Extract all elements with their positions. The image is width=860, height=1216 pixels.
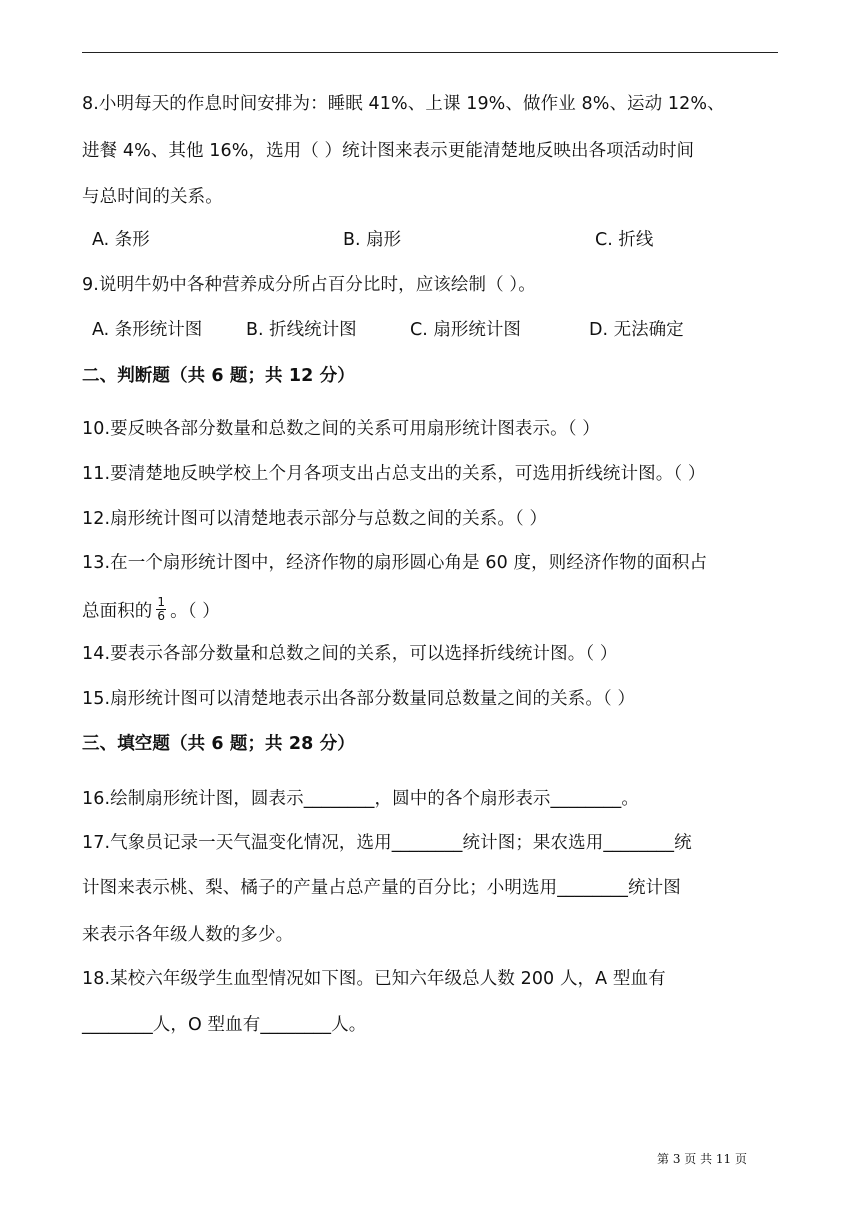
q10-text: 10.要反映各部分数量和总数之间的关系可用扇形统计图表示。（ ）: [82, 419, 600, 439]
q13-line-2: [82, 595, 220, 625]
q8-line-2: 进餐 4%、其他 16%，选用（ ）统计图来表示更能清楚地反映出各项活动时间: [82, 141, 695, 161]
section-3-heading: 三、填空题（共 6 题；共 28 分）: [82, 734, 355, 754]
q8-line-1: 8.小明每天的作息时间安排为：睡眠 41%、上课 19%、做作业 8%、运动 12%、: [82, 94, 725, 114]
fraction: [156, 596, 166, 623]
q14-text: 14.要表示各部分数量和总数之间的关系，可以选择折线统计图。（ ）: [82, 644, 618, 664]
q15-text: 15.扇形统计图可以清楚地表示出各部分数量同总数量之间的关系。（ ）: [82, 689, 636, 709]
q9-option-d: D. 无法确定: [589, 320, 684, 340]
q8-line-3: 与总时间的关系。: [82, 187, 223, 207]
header-rule: [82, 52, 778, 53]
q16-text: 16.绘制扇形统计图，圆表示________，圆中的各个扇形表示________。: [82, 789, 639, 809]
q9-option-b: B. 折线统计图: [246, 320, 357, 340]
q18-line-2: ________人，O 型血有________人。: [82, 1015, 367, 1035]
q13-line-2-post: 。（ ）: [170, 601, 220, 622]
q8-option-a: A. 条形: [92, 230, 150, 250]
q9-text: 9.说明牛奶中各种营养成分所占百分比时，应该绘制（ ）。: [82, 275, 536, 295]
section-2-heading: 二、判断题（共 6 题；共 12 分）: [82, 366, 355, 386]
q8-option-c: C. 折线: [595, 230, 654, 250]
q12-text: 12.扇形统计图可以清楚地表示部分与总数之间的关系。（ ）: [82, 509, 548, 529]
q17-line-2: 计图来表示桃、梨、橘子的产量占总产量的百分比；小明选用________统计图: [82, 878, 681, 898]
q9-option-c: C. 扇形统计图: [410, 320, 521, 340]
q11-text: 11.要清楚地反映学校上个月各项支出占总支出的关系，可选用折线统计图。（ ）: [82, 464, 706, 484]
q13-line-1: 13.在一个扇形统计图中，经济作物的扇形圆心角是 60 度，则经济作物的面积占: [82, 553, 708, 573]
page-number-footer: 第 3 页 共 11 页: [657, 1152, 747, 1166]
q13-line-2-pre: 总面积的: [82, 601, 153, 622]
fraction-numerator: 1: [157, 595, 166, 609]
fraction-denominator: 6: [157, 609, 166, 623]
q8-option-b: B. 扇形: [343, 230, 402, 250]
q9-option-a: A. 条形统计图: [92, 320, 203, 340]
q17-line-3: 来表示各年级人数的多少。: [82, 925, 294, 945]
q17-line-1: 17.气象员记录一天气温变化情况，选用________统计图；果农选用________统: [82, 833, 692, 853]
q18-line-1: 18.某校六年级学生血型情况如下图。已知六年级总人数 200 人，A 型血有: [82, 969, 666, 989]
